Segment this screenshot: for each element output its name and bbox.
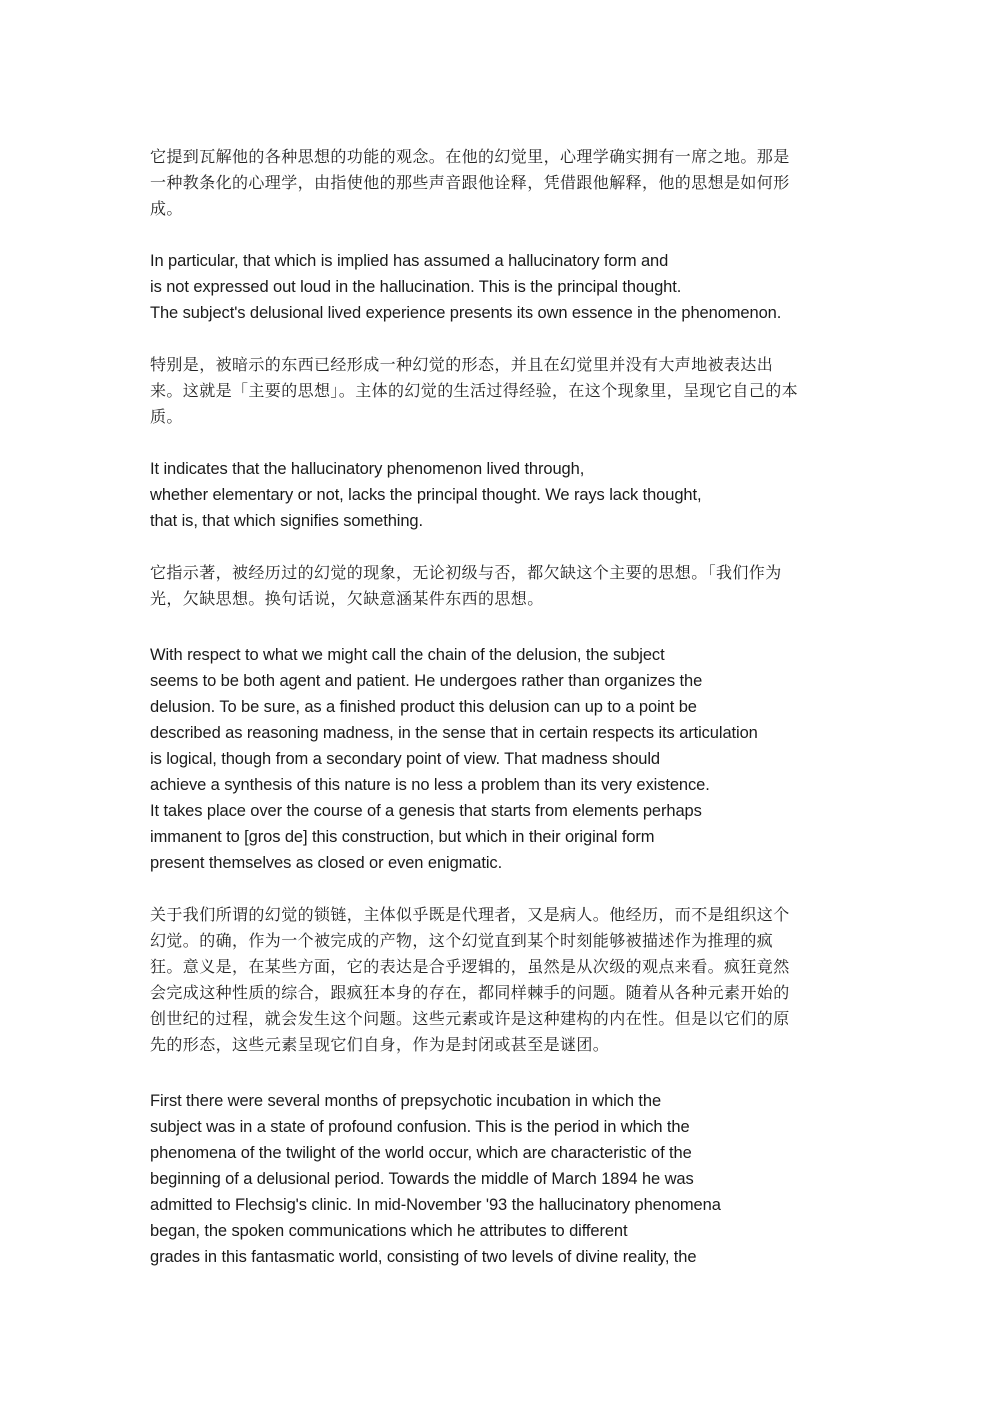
text-line: is not expressed out loud in the hallucination. This is the principal thought. — [150, 278, 682, 296]
paragraph-en-3 — [150, 642, 850, 876]
text-line: that is, that which signifies something. — [150, 512, 423, 530]
text-line: The subject's delusional lived experience presents its own essence in the phenomenon. — [150, 304, 782, 322]
paragraph-zh-3 — [150, 560, 850, 612]
text-line: 幻觉。的确，作为一个被完成的产物，这个幻觉直到某个时刻能够被描述作为推理的疯 — [150, 931, 774, 950]
text-line: immanent to [gros de] this construction, but which in their original form — [150, 828, 655, 846]
text-line: 一种教条化的心理学，由指使他的那些声音跟他诠释，凭借跟他解释，他的思想是如何形 — [150, 173, 790, 192]
text-line: In particular, that which is implied has assumed a hallucinatory form and — [150, 252, 669, 270]
text-line: 来。这就是「主要的思想」。主体的幻觉的生活过得经验，在这个现象里，呈现它自己的本 — [150, 381, 799, 400]
text-line: It takes place over the course of a genesis that starts from elements perhaps — [150, 802, 702, 820]
text-line: admitted to Flechsig's clinic. In mid-November '93 the hallucinatory phenomena — [150, 1196, 721, 1214]
text-line: 创世纪的过程，就会发生这个问题。这些元素或许是这种建构的内在性。但是以它们的原 — [150, 1009, 790, 1028]
text-line: beginning of a delusional period. Towards the middle of March 1894 he was — [150, 1170, 694, 1188]
text-line: 关于我们所谓的幻觉的锁链，主体似乎既是代理者，又是病人。他经历，而不是组织这个 — [150, 905, 790, 924]
paragraph-en-1 — [150, 248, 850, 326]
paragraph-zh-4 — [150, 902, 850, 1058]
paragraph-en-4 — [150, 1088, 850, 1270]
text-line: seems to be both agent and patient. He undergoes rather than organizes the — [150, 672, 703, 690]
text-line: achieve a synthesis of this nature is no less a problem than its very existence. — [150, 776, 710, 794]
text-line: present themselves as closed or even enigmatic. — [150, 854, 503, 872]
text-line: It indicates that the hallucinatory phenomenon lived through, — [150, 460, 585, 478]
text-line: described as reasoning madness, in the sense that in certain respects its articulation — [150, 724, 758, 742]
text-line: 先的形态，这些元素呈现它们自身，作为是封闭或甚至是谜团。 — [150, 1035, 610, 1054]
document-page — [150, 144, 850, 1296]
text-line: First there were several months of prepsychotic incubation in which the — [150, 1092, 662, 1110]
paragraph-zh-2 — [150, 352, 850, 430]
text-line: 质。 — [150, 407, 183, 426]
paragraph-en-2 — [150, 456, 850, 534]
text-line: 狂。意义是，在某些方面，它的表达是合乎逻辑的，虽然是从次级的观点来看。疯狂竟然 — [150, 957, 790, 976]
text-line: delusion. To be sure, as a finished product this delusion can up to a point be — [150, 698, 697, 716]
text-line: With respect to what we might call the chain of the delusion, the subject — [150, 646, 665, 664]
text-line: whether elementary or not, lacks the principal thought. We rays lack thought, — [150, 486, 702, 504]
text-line: grades in this fantasmatic world, consisting of two levels of divine reality, the — [150, 1248, 697, 1266]
text-line: is logical, though from a secondary point of view. That madness should — [150, 750, 660, 768]
paragraph-zh-1 — [150, 144, 850, 222]
text-line: 它指示著，被经历过的幻觉的现象，无论初级与否，都欠缺这个主要的思想。「我们作为 — [150, 563, 782, 582]
text-line: 会完成这种性质的综合，跟疯狂本身的存在，都同样棘手的问题。随着从各种元素开始的 — [150, 983, 790, 1002]
text-line: subject was in a state of profound confusion. This is the period in which the — [150, 1118, 690, 1136]
text-line: 光，欠缺思想。换句话说，欠缺意涵某件东西的思想。 — [150, 589, 544, 608]
text-line: phenomena of the twilight of the world occur, which are characteristic of the — [150, 1144, 692, 1162]
text-line: 特别是，被暗示的东西已经形成一种幻觉的形态，并且在幻觉里并没有大声地被表达出 — [150, 355, 774, 374]
text-line: 它提到瓦解他的各种思想的功能的观念。在他的幻觉里，心理学确实拥有一席之地。那是 — [150, 147, 790, 166]
text-line: 成。 — [150, 199, 183, 218]
text-line: began, the spoken communications which he attributes to different — [150, 1222, 628, 1240]
